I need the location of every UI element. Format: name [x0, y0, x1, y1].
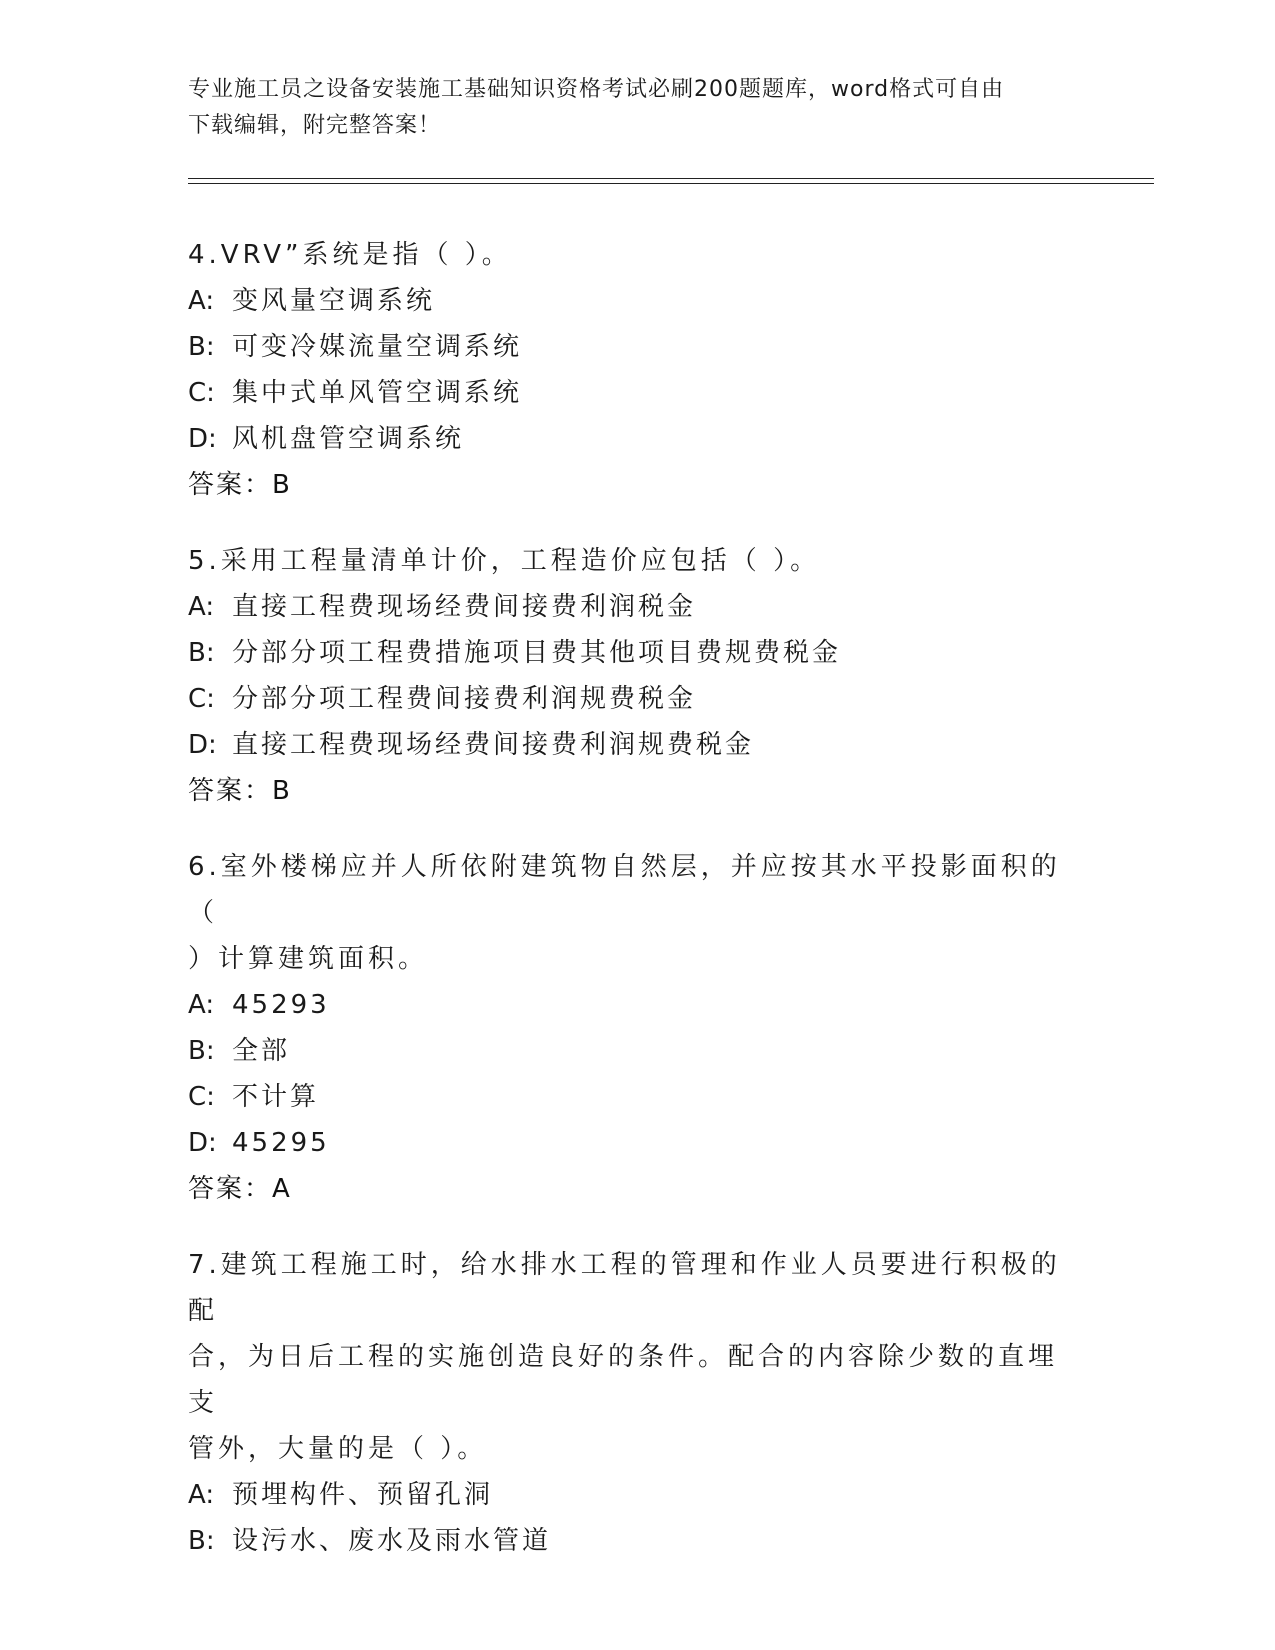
- option-d: [188, 416, 1068, 462]
- option-a: [188, 982, 1068, 1028]
- option-text: 设污水、废水及雨水管道: [232, 1526, 552, 1556]
- option-letter: A:: [188, 1480, 215, 1510]
- question-stem: 7.建筑工程施工时，给水排水工程的管理和作业人员要进行积极的配: [188, 1250, 1061, 1326]
- option-letter: A:: [188, 592, 215, 622]
- option-text: 集中式单风管空调系统: [232, 378, 523, 408]
- option-text: 全部: [232, 1036, 291, 1066]
- question-stem-continued: 合，为日后工程的实施创造良好的条件。配合的内容除少数的直埋支: [188, 1342, 1059, 1418]
- option-letter: C:: [188, 684, 215, 714]
- option-letter: D:: [188, 424, 217, 454]
- answer-line: 答案：B: [188, 470, 292, 500]
- option-text: 45293: [232, 990, 330, 1020]
- option-b: [188, 324, 1068, 370]
- option-text: 45295: [232, 1128, 330, 1158]
- header-line-2: 下载编辑，附完整答案！: [188, 113, 442, 138]
- option-text: 不计算: [232, 1082, 320, 1112]
- option-letter: B:: [188, 638, 215, 668]
- option-a: [188, 278, 1068, 324]
- option-c: [188, 370, 1068, 416]
- option-d: [188, 722, 1068, 768]
- option-text: 预埋构件、预留孔洞: [232, 1480, 494, 1510]
- option-text: 分部分项工程费间接费利润规费税金: [232, 684, 697, 714]
- header-divider: [188, 178, 1154, 184]
- option-letter: D:: [188, 730, 217, 760]
- question-4: [188, 232, 1068, 508]
- option-letter: C:: [188, 378, 215, 408]
- question-list: [188, 232, 1068, 1594]
- question-stem-continued: 管外，大量的是（ ）。: [188, 1434, 488, 1464]
- question-5: [188, 538, 1068, 814]
- question-stem-continued: ）计算建筑面积。: [188, 944, 429, 974]
- option-a: [188, 584, 1068, 630]
- option-b: [188, 1028, 1068, 1074]
- option-letter: B:: [188, 1036, 215, 1066]
- option-letter: D:: [188, 1128, 217, 1158]
- option-c: [188, 1074, 1068, 1120]
- option-d: [188, 1120, 1068, 1166]
- header-line-1: 专业施工员之设备安装施工基础知识资格考试必刷200题题库，word格式可自由: [188, 77, 1005, 102]
- option-text: 风机盘管空调系统: [232, 424, 465, 454]
- option-letter: B:: [188, 332, 215, 362]
- answer-line: 答案：A: [188, 1174, 292, 1204]
- question-stem: 6.室外楼梯应并人所依附建筑物自然层，并应按其水平投影面积的（: [188, 852, 1061, 928]
- option-text: 可变冷媒流量空调系统: [232, 332, 523, 362]
- option-c: [188, 676, 1068, 722]
- option-b: [188, 630, 1068, 676]
- question-7: [188, 1242, 1068, 1564]
- option-b: [188, 1518, 1068, 1564]
- option-text: 变风量空调系统: [232, 286, 436, 316]
- answer-line: 答案：B: [188, 776, 292, 806]
- question-6: [188, 844, 1068, 1212]
- question-stem: 5.采用工程量清单计价，工程造价应包括（ ）。: [188, 546, 821, 576]
- option-letter: B:: [188, 1526, 215, 1556]
- option-letter: C:: [188, 1082, 215, 1112]
- document-header: [188, 72, 1068, 144]
- question-stem: 4.VRV”系统是指（ ）。: [188, 240, 512, 270]
- option-a: [188, 1472, 1068, 1518]
- option-letter: A:: [188, 990, 215, 1020]
- option-text: 直接工程费现场经费间接费利润税金: [232, 592, 697, 622]
- option-text: 直接工程费现场经费间接费利润规费税金: [232, 730, 755, 760]
- option-text: 分部分项工程费措施项目费其他项目费规费税金: [232, 638, 842, 668]
- option-letter: A:: [188, 286, 215, 316]
